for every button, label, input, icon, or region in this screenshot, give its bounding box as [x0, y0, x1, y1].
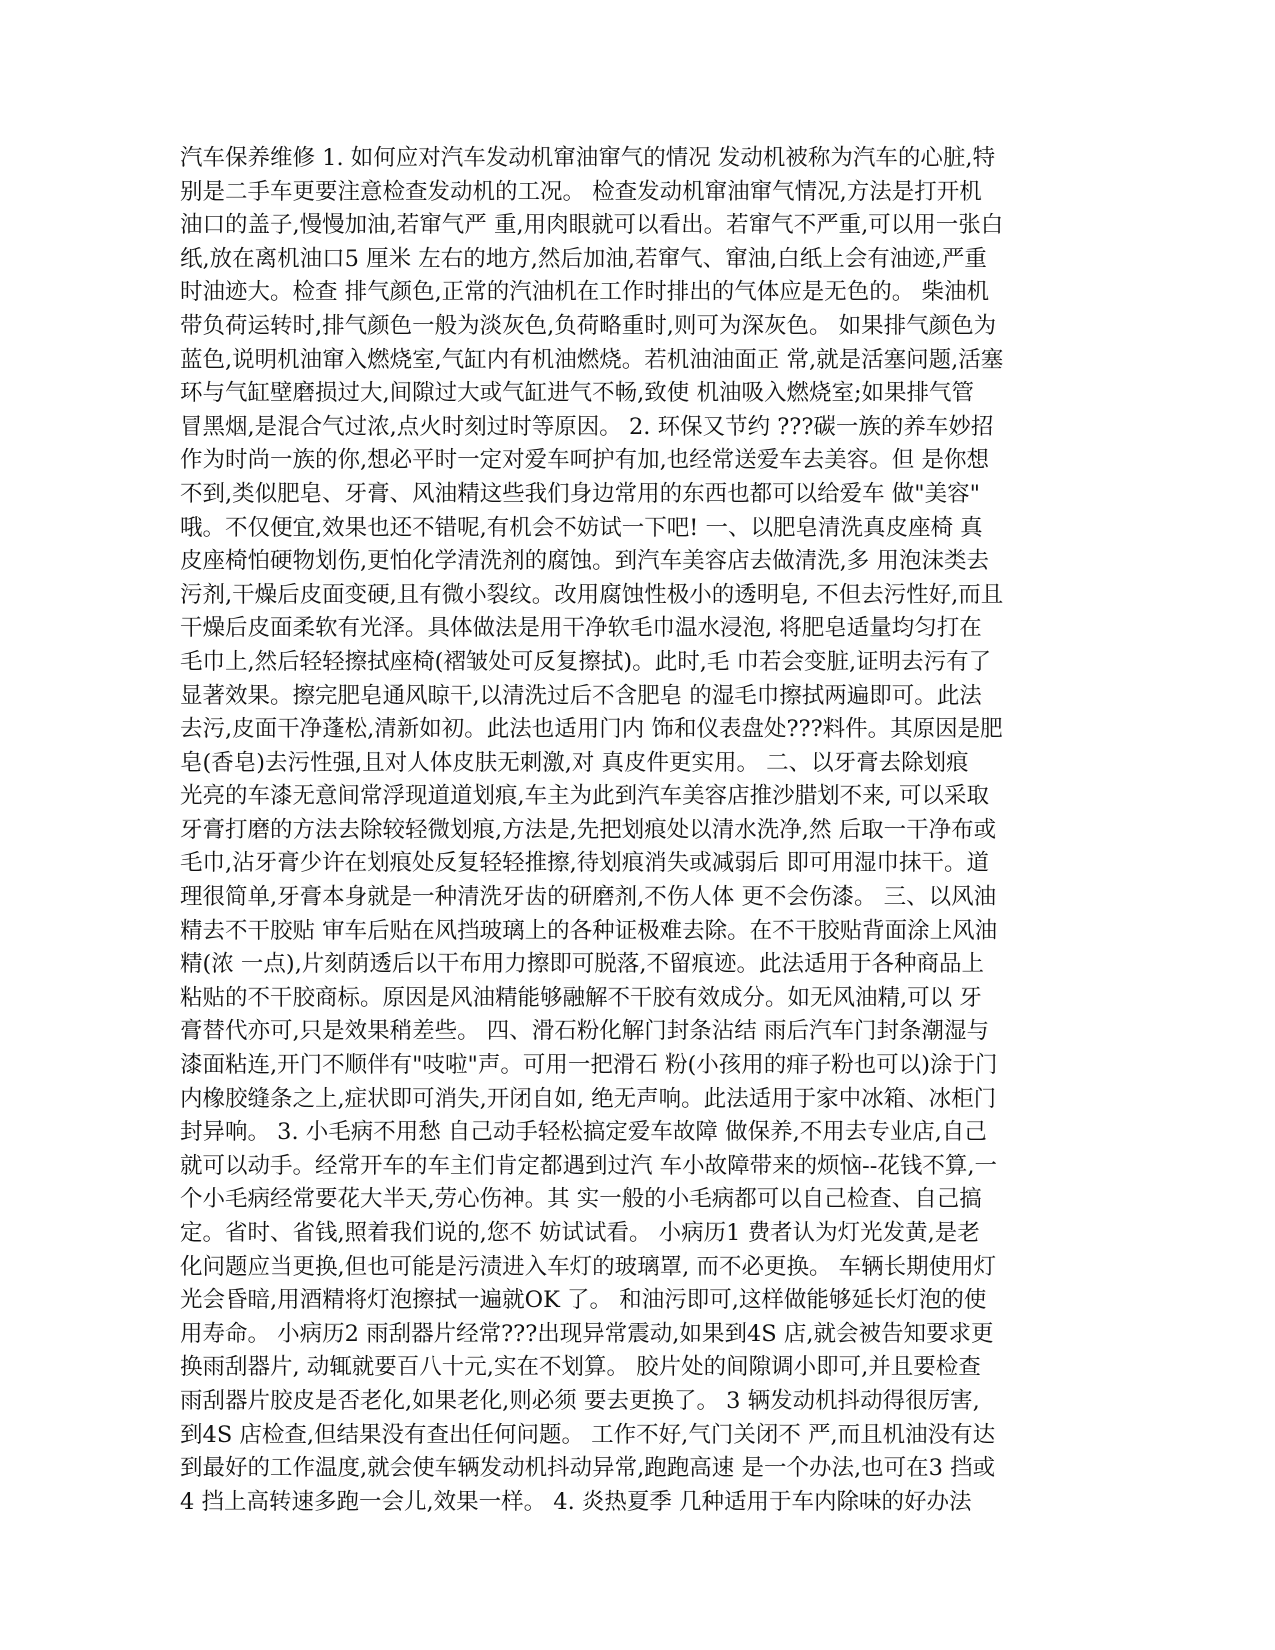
- text-line: 别是二手车更要注意检查发动机的工况。 检查发动机窜油窜气情况,方法是打开机: [180, 178, 982, 205]
- text-line: 油口的盖子,慢慢加油,若窜气严 重,用肉眼就可以看出。若窜气不严重,可以用一张白: [180, 212, 1004, 239]
- text-line: 时油迹大。检查 排气颜色,正常的汽油机在工作时排出的气体应是无色的。 柴油机: [180, 279, 989, 306]
- text-line: 理很简单,牙膏本身就是一种清洗牙齿的研磨剂,不伤人体 更不会伤漆。 三、以风油: [180, 884, 997, 911]
- text-line: 冒黑烟,是混合气过浓,点火时刻过时等原因。 2. 环保又节约 ???碳一族的养车妙招: [180, 413, 994, 440]
- text-line: 雨刮器片胶皮是否老化,如果老化,则必须 要去更换了。 3 辆发动机抖动得很厉害,: [180, 1387, 980, 1414]
- text-line: 毛巾上,然后轻轻擦拭座椅(褶皱处可反复擦拭)。此时,毛 巾若会变脏,证明去污有了: [180, 648, 992, 675]
- text-line: 光亮的车漆无意间常浮现道道划痕,车主为此到汽车美容店推沙腊划不来, 可以采取: [180, 783, 989, 810]
- text-line: 不到,类似肥皂、牙膏、风油精这些我们身边常用的东西也都可以给爱车 做"美容": [180, 480, 981, 507]
- text-line: 膏替代亦可,只是效果稍差些。 四、滑石粉化解门封条沾结 雨后汽车门封条潮湿与: [180, 1018, 989, 1045]
- text-line: 蓝色,说明机油窜入燃烧室,气缸内有机油燃烧。若机油油面正 常,就是活塞问题,活塞: [180, 346, 1004, 373]
- text-line: 作为时尚一族的你,想必平时一定对爱车呵护有加,也经常送爱车去美容。但 是你想: [180, 447, 989, 474]
- text-line: 化问题应当更换,但也可能是污渍进入车灯的玻璃罩, 而不必更换。 车辆长期使用灯: [180, 1253, 997, 1280]
- text-line: 到最好的工作温度,就会使车辆发动机抖动异常,跑跑高速 是一个办法,也可在3 挡或: [180, 1455, 996, 1482]
- text-line: 换雨刮器片, 动辄就要百八十元,实在不划算。 胶片处的间隙调小即可,并且要检查: [180, 1354, 981, 1381]
- text-line: 皮座椅怕硬物划伤,更怕化学清洗剂的腐蚀。到汽车美容店去做清洗,多 用泡沫类去: [180, 548, 989, 575]
- text-line: 显著效果。擦完肥皂通风晾干,以清洗过后不含肥皂 的湿毛巾擦拭两遍即可。此法: [180, 682, 982, 709]
- text-line: 就可以动手。经常开车的车主们肯定都遇到过汽 车小故障带来的烦恼--花钱不算,一: [180, 1152, 998, 1179]
- text-line: 毛巾,沾牙膏少许在划痕处反复轻轻推擦,待划痕消失或减弱后 即可用湿巾抹干。道: [180, 850, 989, 877]
- text-line: 皂(香皂)去污性强,且对人体皮肤无刺激,对 真皮件更实用。 二、以牙膏去除划痕: [180, 749, 969, 776]
- text-line: 去污,皮面干净蓬松,清新如初。此法也适用门内 饰和仪表盘处???料件。其原因是肥: [180, 716, 1003, 743]
- text-line: 粘贴的不干胶商标。原因是风油精能够融解不干胶有效成分。如无风油精,可以 牙: [180, 984, 982, 1011]
- text-line: 用寿命。 小病历2 雨刮器片经常???出现异常震动,如果到4S 店,就会被告知要求更: [180, 1320, 994, 1347]
- text-line: 定。省时、省钱,照着我们说的,您不 妨试试看。 小病历1 费者认为灯光发黄,是老: [180, 1220, 980, 1246]
- text-line: 带负荷运转时,排气颜色一般为淡灰色,负荷略重时,则可为深灰色。 如果排气颜色为: [180, 312, 997, 339]
- text-line: 漆面粘连,开门不顺伴有"吱啦"声。可用一把滑石 粉(小孩用的痱子粉也可以)涂于门: [180, 1052, 998, 1079]
- body-text: [180, 142, 1060, 1519]
- text-line: 个小毛病经常要花大半天,劳心伤神。其 实一般的小毛病都可以自己检查、自己搞: [180, 1186, 982, 1213]
- text-line: 内橡胶缝条之上,症状即可消失,开闭自如, 绝无声响。此法适用于家中冰箱、冰柜门: [180, 1085, 997, 1112]
- text-line: 纸,放在离机油口5 厘米 左右的地方,然后加油,若窜气、窜油,白纸上会有油迹,严重: [180, 245, 987, 272]
- text-line: 精去不干胶贴 审车后贴在风挡玻璃上的各种证极难去除。在不干胶贴背面涂上风油: [180, 917, 998, 944]
- text-line: 光会昏暗,用酒精将灯泡擦拭一遍就OK 了。 和油污即可,这样做能够延长灯泡的使: [180, 1287, 987, 1314]
- text-line: 污剂,干燥后皮面变硬,且有微小裂纹。改用腐蚀性极小的透明皂, 不但去污性好,而且: [180, 581, 1004, 608]
- text-line: 汽车保养维修 1. 如何应对汽车发动机窜油窜气的情况 发动机被称为汽车的心脏,特: [180, 145, 996, 171]
- text-line: 精(浓 一点),片刻荫透后以干布用力擦即可脱落,不留痕迹。此法适用于各种商品上: [180, 951, 985, 978]
- text-line: 到4S 店检查,但结果没有查出任何问题。 工作不好,气门关闭不 严,而且机油没有达: [180, 1421, 996, 1448]
- text-line: 干燥后皮面柔软有光泽。具体做法是用干净软毛巾温水浸泡, 将肥皂适量均匀打在: [180, 615, 982, 642]
- text-line: 哦。不仅便宜,效果也还不错呢,有机会不妨试一下吧! 一、以肥皂清洗真皮座椅 真: [180, 514, 983, 541]
- text-line: 环与气缸壁磨损过大,间隙过大或气缸进气不畅,致使 机油吸入燃烧室;如果排气管: [180, 380, 975, 407]
- text-line: 4 挡上高转速多跑一会儿,效果一样。 4. 炎热夏季 几种适用于车内除味的好办法: [180, 1488, 972, 1515]
- text-line: 封异响。 3. 小毛病不用愁 自己动手轻松搞定爱车故障 做保养,不用去专业店,自己: [180, 1119, 987, 1146]
- text-line: 牙膏打磨的方法去除较轻微划痕,方法是,先把划痕处以清水洗净,然 后取一干净布或: [180, 816, 997, 843]
